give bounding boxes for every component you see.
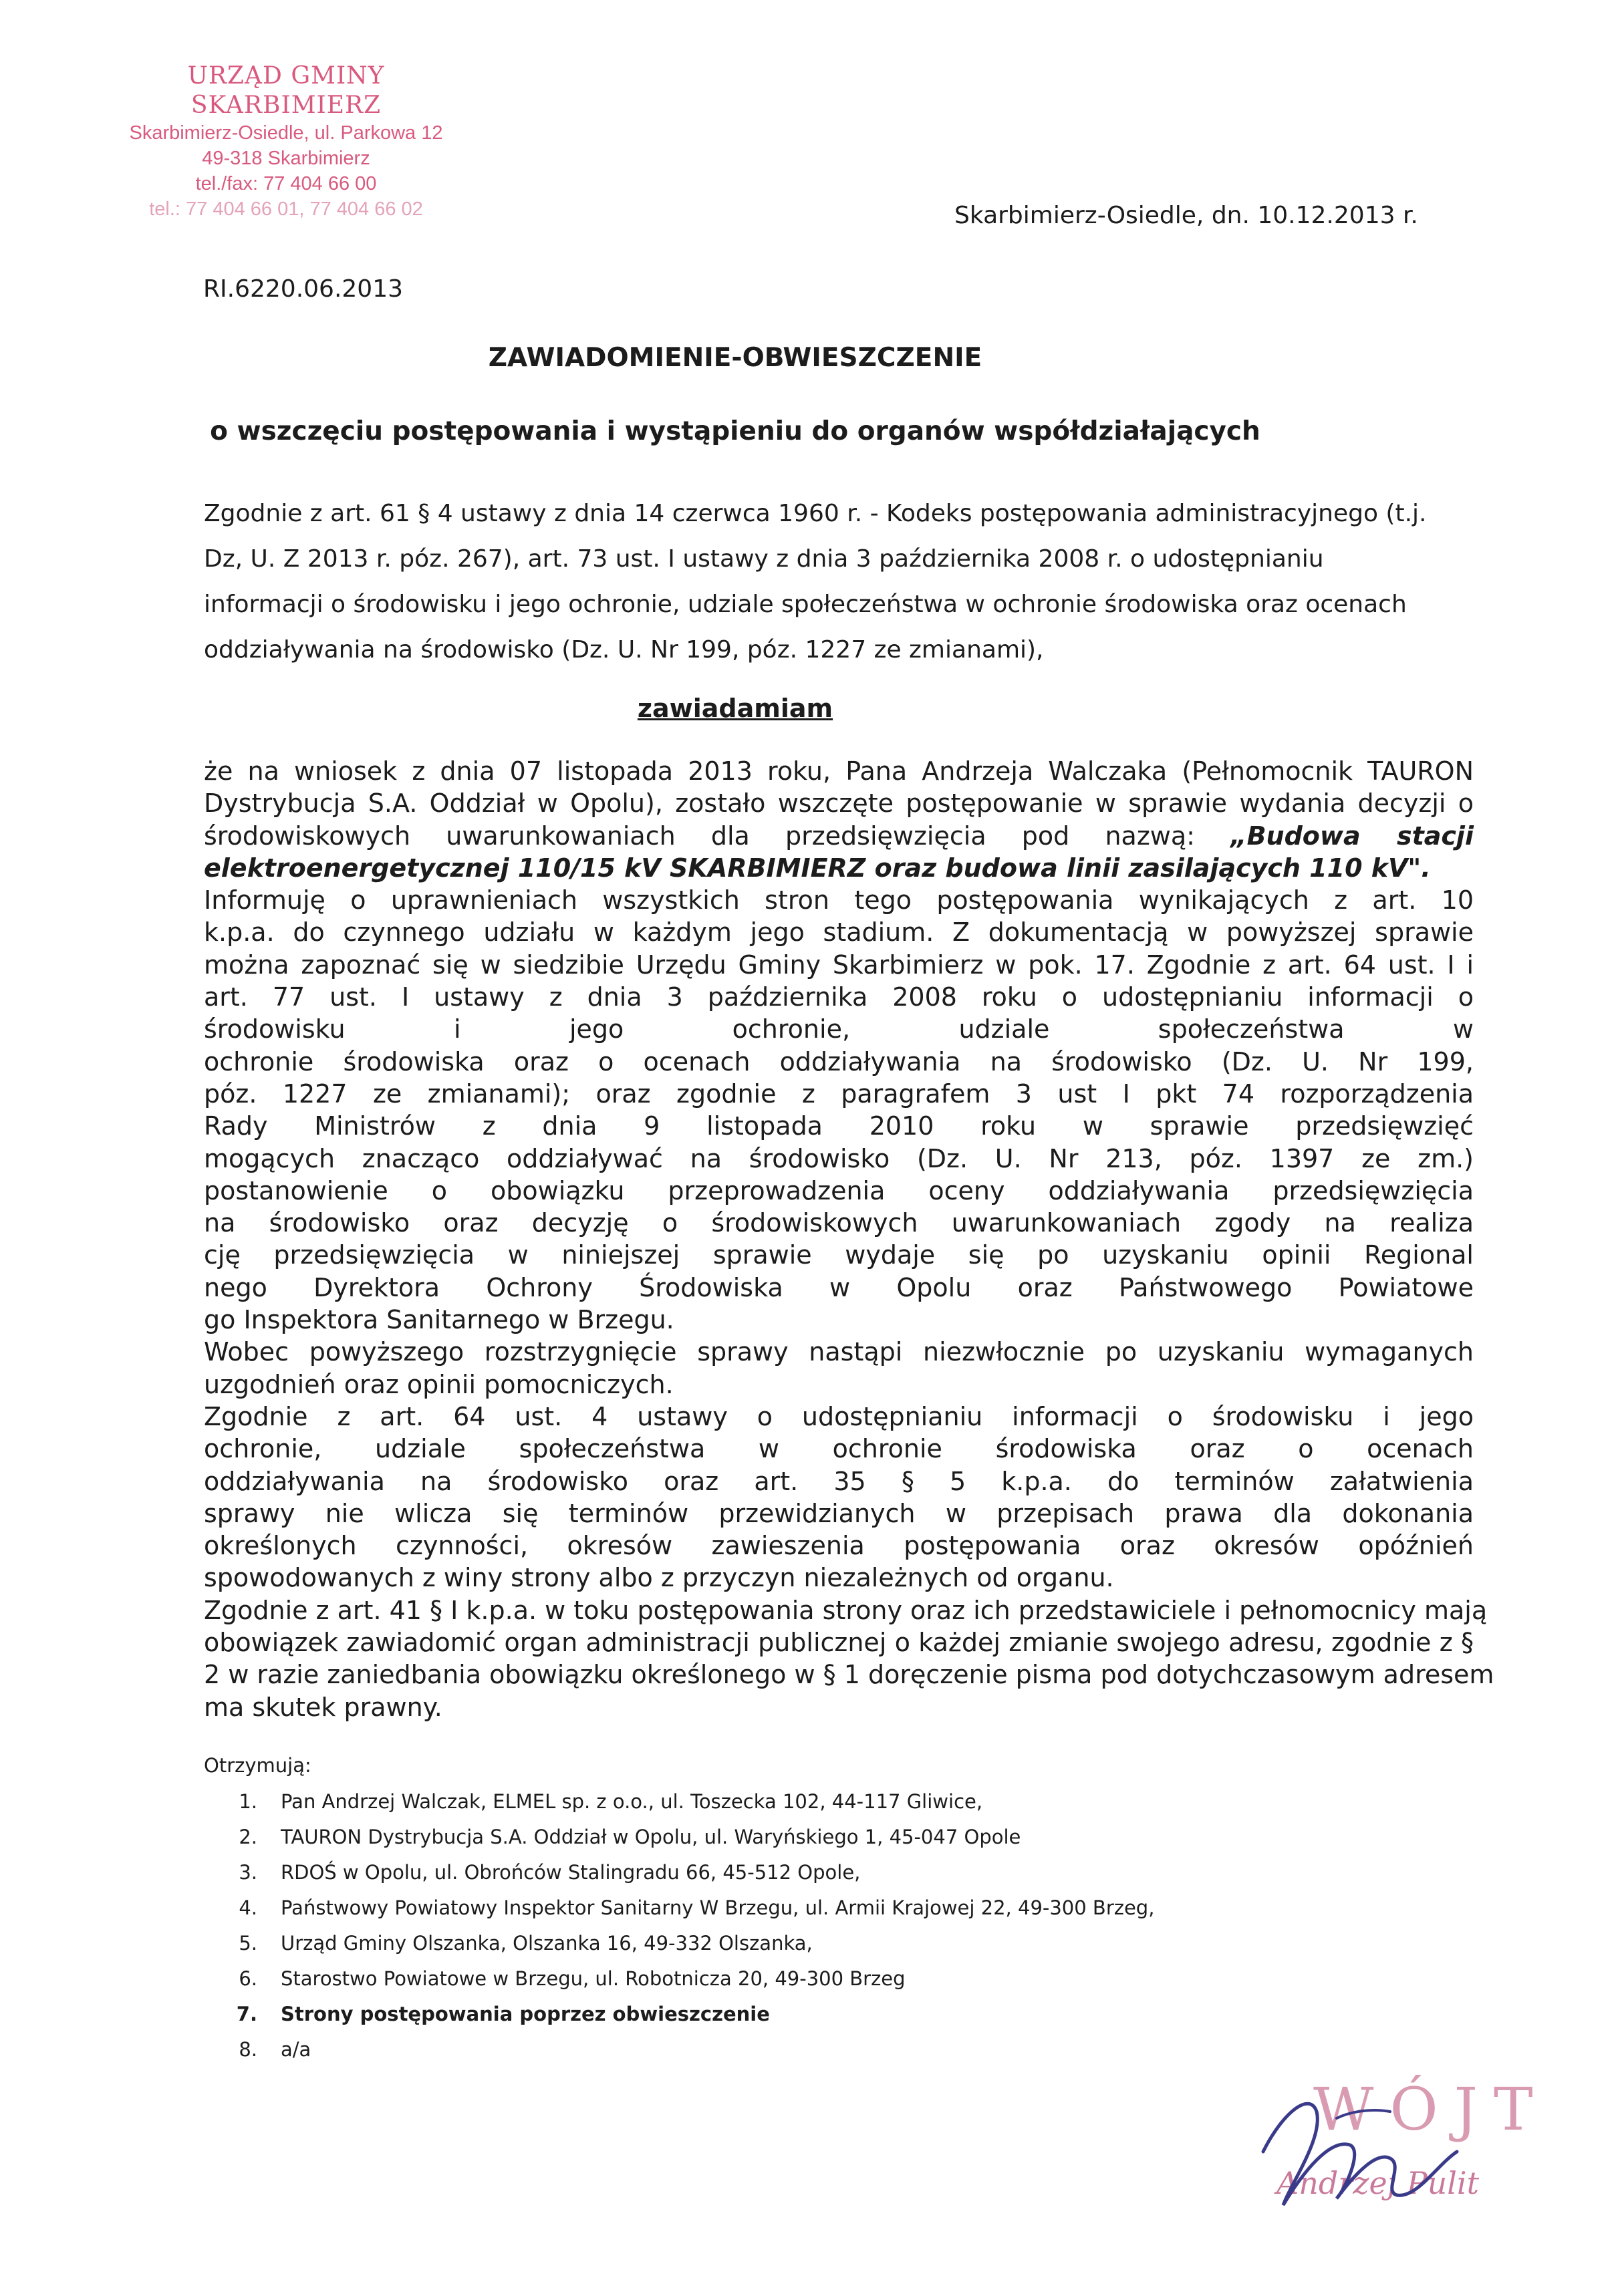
list-item-number: 3. <box>239 1861 257 1884</box>
document-title: ZAWIADOMIENIE-OBWIESZCZENIE <box>488 343 982 373</box>
handwritten-signature <box>1236 2071 1517 2225</box>
body-line: póz. 1227 ze zmianami); oraz zgodnie z paragrafem 3 ust I pkt 74 rozporządzenia <box>204 1079 1474 1109</box>
body-line: k.p.a. do czynnego udziału w każdym jego stadium. Z dokumentacją w powyższej sprawie <box>204 917 1474 948</box>
stamp-line-fax: tel./fax: 77 404 66 00 <box>195 173 377 194</box>
body-line: Wobec powyższego rozstrzygnięcie sprawy nastąpi niezwłocznie po uzyskaniu wymaganych <box>204 1337 1474 1367</box>
signature-stamp-name: Andrzej Pulit <box>1277 2165 1480 2201</box>
body-line: ma skutek prawny. <box>204 1692 442 1722</box>
body-line: oddziaływania na środowisko oraz art. 35 § 5 k.p.a. do terminów załatwienia <box>204 1466 1474 1496</box>
body-line: środowisku i jego ochronie, udziale społeczeństwa w <box>204 1014 1474 1044</box>
body-line <box>204 820 1474 852</box>
list-item <box>204 2001 1474 2036</box>
list-item-number: 8. <box>239 2038 257 2061</box>
place-and-date: Skarbimierz-Osiedle, dn. 10.12.2013 r. <box>954 202 1418 229</box>
list-item-number: 4. <box>239 1896 257 1919</box>
body-line: Zgodnie z art. 41 § I k.p.a. w toku postępowania strony oraz ich przedstawiciele i pełnomocnicy mają <box>204 1595 1488 1625</box>
list-item-text: a/a <box>281 2038 311 2061</box>
intro-line: informacji o środowisku i jego ochronie, udziale społeczeństwa w ochronie środowiska oraz ocenach <box>204 591 1407 618</box>
office-stamp <box>99 61 473 222</box>
intro-line: oddziaływania na środowisko (Dz. U. Nr 199, póz. 1227 ze zmianami), <box>204 636 1044 664</box>
list-item-text: Urząd Gminy Olszanka, Olszanka 16, 49-332 Olszanka, <box>281 1932 813 1955</box>
body-line: Rady Ministrów z dnia 9 listopada 2010 roku w sprawie przedsięwzięć <box>204 1111 1474 1141</box>
recipients-heading: Otrzymują: <box>204 1754 311 1777</box>
body-line: spowodowanych z winy strony albo z przyczyn niezależnych od organu. <box>204 1563 1114 1593</box>
body-line: Dystrybucja S.A. Oddział w Opolu), zostało wszczęte postępowanie w sprawie wydania decyzji o <box>204 788 1474 819</box>
body-line: mogących znacząco oddziaływać na środowisko (Dz. U. Nr 213, póz. 1397 ze zm.) <box>204 1143 1474 1173</box>
body-line: ochronie, udziale społeczeństwa w ochronie środowiska oraz o ocenach <box>204 1434 1474 1464</box>
list-item <box>204 2036 1474 2071</box>
body-line: go Inspektora Sanitarnego w Brzegu. <box>204 1305 674 1335</box>
list-item-number: 2. <box>239 1826 257 1848</box>
intro-line: Dz, U. Z 2013 r. póz. 267), art. 73 ust. I ustawy z dnia 3 października 2008 r. o udostępnianiu <box>204 545 1324 573</box>
project-name-start: „Budowa stacji <box>1230 821 1474 851</box>
list-item-number: 6. <box>239 1967 257 1990</box>
stamp-line-address: Skarbimierz-Osiedle, ul. Parkowa 12 <box>129 122 443 144</box>
list-item <box>204 1965 1474 2001</box>
body-line: Informuję o uprawnieniach wszystkich stron tego postępowania wynikających z art. 10 <box>204 885 1474 915</box>
body-line: ochronie środowiska oraz o ocenach oddziaływania na środowisko (Dz. U. Nr 199, <box>204 1046 1474 1077</box>
document-subtitle: o wszczęciu postępowania i wystąpieniu do organów współdziałających <box>210 416 1260 446</box>
body-line: cję przedsięwzięcia w niniejszej sprawie wydaje się po uzyskaniu opinii Regional <box>204 1240 1474 1270</box>
announcement-heading: zawiadamiam <box>637 694 833 723</box>
list-item-text: Starostwo Powiatowe w Brzegu, ul. Robotnicza 20, 49-300 Brzeg <box>281 1967 906 1990</box>
list-item <box>204 1788 1474 1824</box>
body-line-project-name: elektroenergetycznej 110/15 kV SKARBIMIERZ oraz budowa linii zasilających 110 kV". <box>204 853 1431 883</box>
body-line: można zapoznać się w siedzibie Urzędu Gminy Skarbimierz w pok. 17. Zgodnie z art. 64 ust. I i <box>204 950 1474 980</box>
body-line: postanowienie o obowiązku przeprowadzenia oceny oddziaływania przedsięwzięcia <box>204 1175 1474 1205</box>
stamp-line-postcode: 49-318 Skarbimierz <box>202 148 370 169</box>
reference-number: RI.6220.06.2013 <box>203 275 404 303</box>
signature-stamp <box>1236 2071 1549 2225</box>
signature-stamp-title: WÓJT <box>1313 2075 1549 2144</box>
body-line: art. 77 ust. I ustawy z dnia 3 października 2008 roku o udostępnianiu informacji o <box>204 982 1474 1012</box>
list-item <box>204 1859 1474 1894</box>
intro-line: Zgodnie z art. 61 § 4 ustawy z dnia 14 czerwca 1960 r. - Kodeks postępowania administracyjnego (t.j. <box>204 500 1427 527</box>
stamp-line-phone: tel.: 77 404 66 01, 77 404 66 02 <box>149 198 423 220</box>
list-item-number: 7. <box>236 2003 257 2025</box>
body-line: 2 w razie zaniedbania obowiązku określonego w § 1 doręczenie pisma pod dotychczasowym adresem <box>204 1660 1494 1690</box>
body-line: na środowisko oraz decyzję o środowiskowych uwarunkowaniach zgody na realiza <box>204 1208 1474 1238</box>
signature-stroke <box>1263 2104 1457 2205</box>
list-item <box>204 1824 1474 1859</box>
list-item-number: 5. <box>239 1932 257 1955</box>
body-line: Zgodnie z art. 64 ust. 4 ustawy o udostępnianiu informacji o środowisku i jego <box>204 1401 1474 1431</box>
legal-basis-paragraph <box>204 491 1474 673</box>
list-item-text: TAURON Dystrybucja S.A. Oddział w Opolu, ul. Waryńskiego 1, 45-047 Opole <box>281 1826 1021 1848</box>
notice-body <box>204 755 1494 1723</box>
stamp-line-office: URZĄD GMINY SKARBIMIERZ <box>187 62 385 119</box>
body-line: obowiązek zawiadomić organ administracji publicznej o każdej zmianie swojego adresu, zgodnie z § <box>204 1628 1474 1658</box>
body-line: uzgodnień oraz opinii pomocniczych. <box>204 1369 674 1399</box>
body-line: że na wniosek z dnia 07 listopada 2013 roku, Pana Andrzeja Walczaka (Pełnomocnik TAURON <box>204 756 1474 786</box>
list-item-number: 1. <box>239 1790 257 1813</box>
recipients-list <box>204 1752 1474 2071</box>
list-item <box>204 1930 1474 1965</box>
body-line-part: środowiskowych uwarunkowaniach dla przedsięwzięcia pod nazwą: <box>204 821 1231 851</box>
body-line: sprawy nie wlicza się terminów przewidzianych w przepisach prawa dla dokonania <box>204 1498 1474 1528</box>
list-item-text: Strony postępowania poprzez obwieszczenie <box>281 2003 770 2025</box>
list-item-text: Państwowy Powiatowy Inspektor Sanitarny W Brzegu, ul. Armii Krajowej 22, 49-300 Brzeg, <box>281 1896 1155 1919</box>
body-line: nego Dyrektora Ochrony Środowiska w Opolu oraz Państwowego Powiatowe <box>204 1272 1474 1302</box>
list-item-text: RDOŚ w Opolu, ul. Obrońców Stalingradu 66, 45-512 Opole, <box>281 1861 861 1884</box>
list-item-text: Pan Andrzej Walczak, ELMEL sp. z o.o., ul. Toszecka 102, 44-117 Gliwice, <box>281 1790 983 1813</box>
body-line: określonych czynności, okresów zawieszenia postępowania oraz okresów opóźnień <box>204 1531 1474 1561</box>
list-item <box>204 1894 1474 1930</box>
signature-stroke <box>1337 2110 1390 2118</box>
